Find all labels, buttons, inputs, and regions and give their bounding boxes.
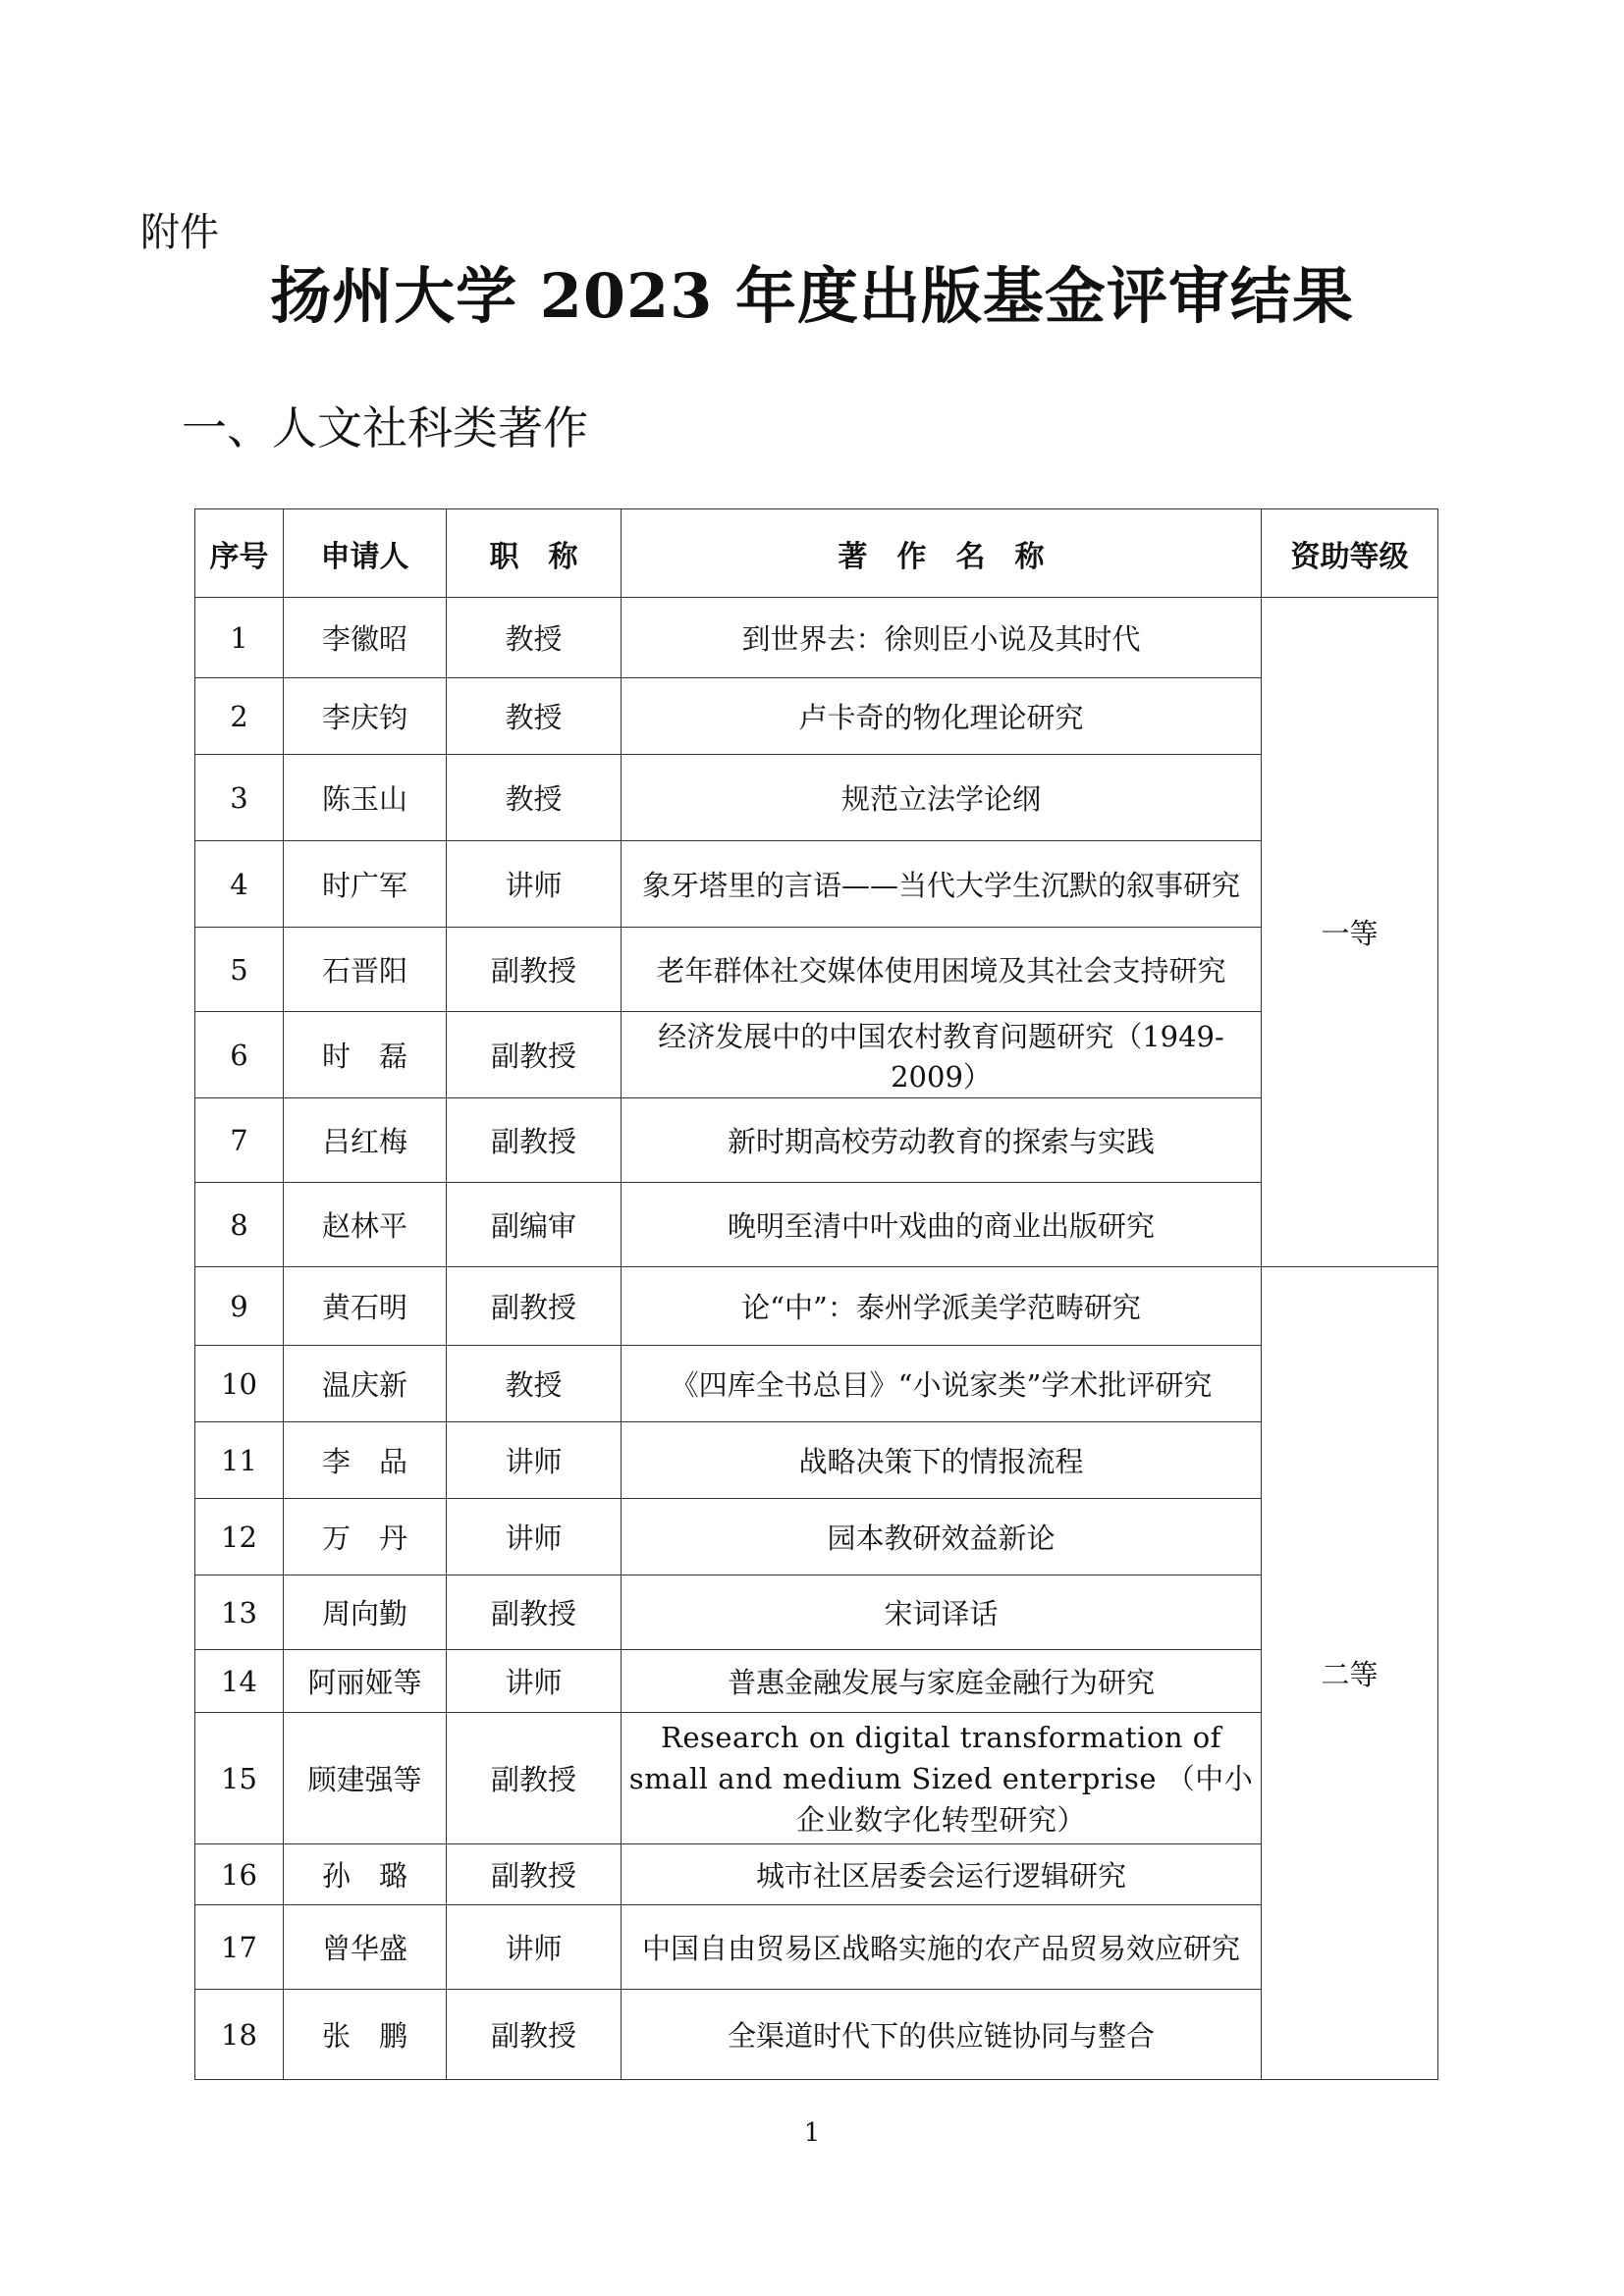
table-header-row <box>195 509 1438 598</box>
cell-work: 新时期高校劳动教育的探索与实践 <box>622 1098 1262 1183</box>
cell-title: 讲师 <box>447 1650 622 1713</box>
cell-title: 副教授 <box>447 1012 622 1098</box>
cell-applicant: 顾建强等 <box>284 1713 447 1844</box>
cell-no: 16 <box>195 1844 284 1905</box>
cell-no: 11 <box>195 1422 284 1499</box>
header-title: 职 称 <box>447 509 622 598</box>
grade-first: 一等 <box>1262 598 1438 1267</box>
grade-second: 二等 <box>1262 1267 1438 2080</box>
cell-work: 园本教研效益新论 <box>622 1499 1262 1575</box>
page-number: 1 <box>803 2118 821 2148</box>
header-no: 序号 <box>195 509 284 598</box>
cell-work: 晚明至清中叶戏曲的商业出版研究 <box>622 1183 1262 1267</box>
cell-title: 副教授 <box>447 1098 622 1183</box>
results-table <box>194 508 1438 2080</box>
table-row <box>195 678 1438 755</box>
cell-work: 《四库全书总目》“小说家类”学术批评研究 <box>622 1346 1262 1422</box>
table-row <box>195 1098 1438 1183</box>
cell-work: Research on digital transformation of small and medium Sized enterprise （中小企业数字化转型研究） <box>622 1713 1262 1844</box>
cell-no: 1 <box>195 598 284 678</box>
cell-applicant: 阿丽娅等 <box>284 1650 447 1713</box>
section-title: 一、人文社科类著作 <box>182 401 588 454</box>
table-row <box>195 1650 1438 1713</box>
cell-applicant: 张 鹏 <box>284 1990 447 2080</box>
cell-no: 5 <box>195 928 284 1012</box>
cell-title: 讲师 <box>447 1499 622 1575</box>
table-row <box>195 1713 1438 1844</box>
cell-work: 论“中”：泰州学派美学范畴研究 <box>622 1267 1262 1346</box>
cell-title: 教授 <box>447 598 622 678</box>
table-row <box>195 1183 1438 1267</box>
cell-work: 中国自由贸易区战略实施的农产品贸易效应研究 <box>622 1905 1262 1990</box>
cell-work: 老年群体社交媒体使用困境及其社会支持研究 <box>622 928 1262 1012</box>
cell-title: 副教授 <box>447 1990 622 2080</box>
header-grade: 资助等级 <box>1262 509 1438 598</box>
table-row <box>195 1499 1438 1575</box>
cell-no: 9 <box>195 1267 284 1346</box>
cell-title: 副教授 <box>447 1575 622 1650</box>
cell-title: 副编审 <box>447 1183 622 1267</box>
cell-work: 规范立法学论纲 <box>622 755 1262 841</box>
cell-applicant: 曾华盛 <box>284 1905 447 1990</box>
cell-work: 卢卡奇的物化理论研究 <box>622 678 1262 755</box>
cell-applicant: 吕红梅 <box>284 1098 447 1183</box>
table-row <box>195 841 1438 928</box>
table-row <box>195 1905 1438 1990</box>
cell-title: 教授 <box>447 1346 622 1422</box>
cell-no: 15 <box>195 1713 284 1844</box>
cell-no: 10 <box>195 1346 284 1422</box>
cell-title: 讲师 <box>447 1422 622 1499</box>
cell-work: 普惠金融发展与家庭金融行为研究 <box>622 1650 1262 1713</box>
table-row <box>195 598 1438 678</box>
cell-title: 副教授 <box>447 1267 622 1346</box>
cell-no: 2 <box>195 678 284 755</box>
cell-work: 城市社区居委会运行逻辑研究 <box>622 1844 1262 1905</box>
table-row <box>195 1422 1438 1499</box>
table-row <box>195 1575 1438 1650</box>
cell-applicant: 陈玉山 <box>284 755 447 841</box>
table-row <box>195 1844 1438 1905</box>
cell-no: 12 <box>195 1499 284 1575</box>
cell-applicant: 时广军 <box>284 841 447 928</box>
cell-applicant: 时 磊 <box>284 1012 447 1098</box>
page-title: 扬州大学 2023 年度出版基金评审结果 <box>270 260 1354 332</box>
cell-work: 象牙塔里的言语——当代大学生沉默的叙事研究 <box>622 841 1262 928</box>
cell-applicant: 李 品 <box>284 1422 447 1499</box>
cell-applicant: 赵林平 <box>284 1183 447 1267</box>
cell-applicant: 李庆钧 <box>284 678 447 755</box>
cell-work: 全渠道时代下的供应链协同与整合 <box>622 1990 1262 2080</box>
cell-applicant: 周向勤 <box>284 1575 447 1650</box>
table-row <box>195 1267 1438 1346</box>
table-row <box>195 1012 1438 1098</box>
cell-work: 经济发展中的中国农村教育问题研究（1949-2009） <box>622 1012 1262 1098</box>
cell-title: 副教授 <box>447 928 622 1012</box>
cell-title: 讲师 <box>447 841 622 928</box>
cell-applicant: 温庆新 <box>284 1346 447 1422</box>
cell-no: 4 <box>195 841 284 928</box>
header-applicant: 申请人 <box>284 509 447 598</box>
cell-title: 讲师 <box>447 1905 622 1990</box>
cell-applicant: 万 丹 <box>284 1499 447 1575</box>
cell-applicant: 石晋阳 <box>284 928 447 1012</box>
cell-no: 8 <box>195 1183 284 1267</box>
cell-title: 教授 <box>447 755 622 841</box>
table-row <box>195 1346 1438 1422</box>
cell-title: 副教授 <box>447 1844 622 1905</box>
cell-no: 6 <box>195 1012 284 1098</box>
table-row <box>195 928 1438 1012</box>
cell-no: 7 <box>195 1098 284 1183</box>
cell-applicant: 李徽昭 <box>284 598 447 678</box>
cell-no: 18 <box>195 1990 284 2080</box>
cell-title: 教授 <box>447 678 622 755</box>
cell-work: 战略决策下的情报流程 <box>622 1422 1262 1499</box>
cell-applicant: 黄石明 <box>284 1267 447 1346</box>
attachment-label: 附件 <box>140 210 219 255</box>
cell-no: 13 <box>195 1575 284 1650</box>
cell-no: 17 <box>195 1905 284 1990</box>
cell-applicant: 孙 璐 <box>284 1844 447 1905</box>
cell-no: 14 <box>195 1650 284 1713</box>
table-row <box>195 1990 1438 2080</box>
cell-title: 副教授 <box>447 1713 622 1844</box>
cell-work: 到世界去：徐则臣小说及其时代 <box>622 598 1262 678</box>
header-work: 著 作 名 称 <box>622 509 1262 598</box>
table-row <box>195 755 1438 841</box>
cell-no: 3 <box>195 755 284 841</box>
cell-work: 宋词译话 <box>622 1575 1262 1650</box>
